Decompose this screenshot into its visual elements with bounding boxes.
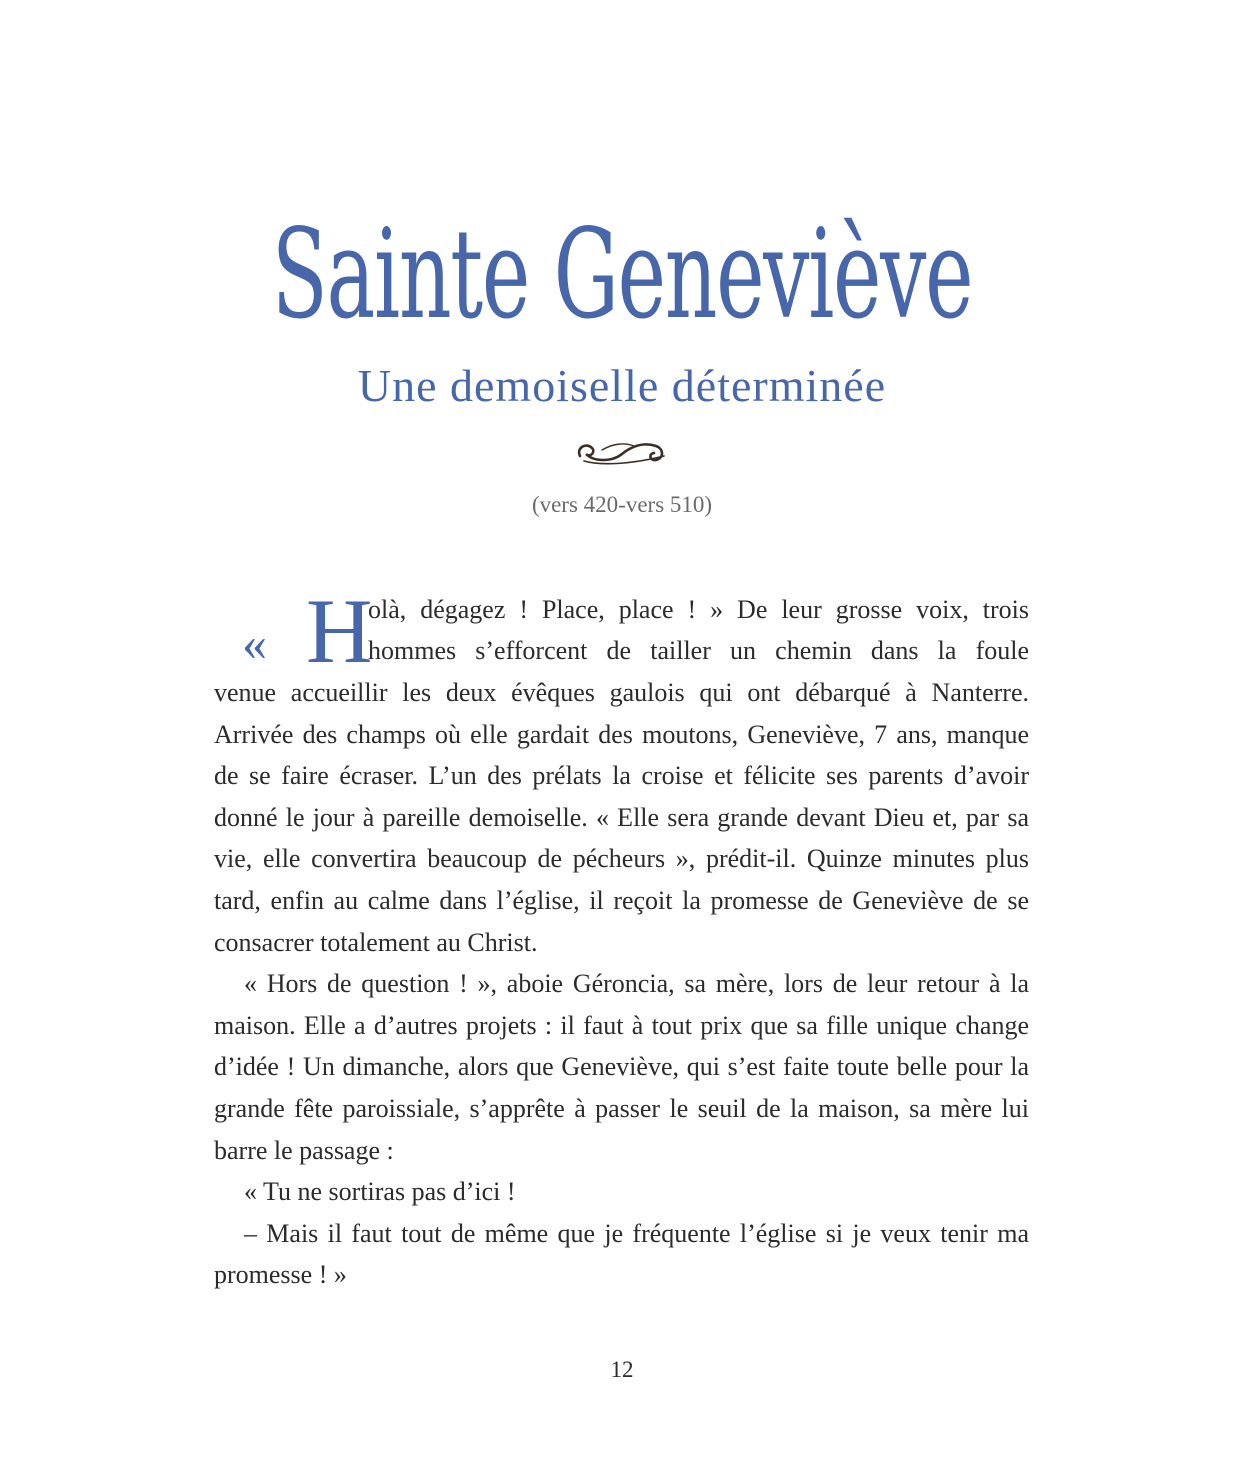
- paragraph-2: « Hors de question ! », aboie Géroncia, sa mère, lors de leur retour à la maison. Elle a d’autres projets : il faut à tout prix que sa fille unique change d’idée ! Un dimanche, alors que Geneviève, qui s’est faite toute belle pour la grande fête paroissiale, s’apprête à passer le seuil de la maison, sa mère lui barre le passage :: [214, 969, 1029, 1165]
- opening-line-2: hommes s’efforcent de tailler un chemin dans la foule: [368, 636, 1029, 665]
- life-dates: (vers 420-vers 510): [531, 492, 713, 517]
- body-text: [214, 580, 1029, 1296]
- flourish-ornament-icon: [572, 432, 672, 472]
- opening-quote: «: [242, 615, 267, 671]
- opening-line-1: olà, dégagez ! Place, place ! » De leur grosse voix, trois: [368, 595, 1029, 624]
- chapter-title: Sainte Geneviève: [271, 203, 973, 347]
- page-number: 12: [610, 1357, 634, 1382]
- paragraph-3: « Tu ne sortiras pas d’ici !: [244, 1177, 516, 1207]
- paragraph-1: venue accueillir les deux évêques gaulois qui ont débarqué à Nanterre. Arrivée des champs où elle gardait des moutons, Geneviève, 7 ans, manque de se faire écraser. L’un des prélats la croise et félicite ses parents d’avoir donné le jour à pareille demoiselle. « Elle sera grande devant Dieu et, par sa vie, elle convertira beaucoup de pécheurs », prédit-il. Quinze minutes plus tard, enfin au calme dans l’église, il reçoit la promesse de Geneviève de se consacrer totalement au Christ.: [214, 678, 1029, 957]
- opening-block: [214, 580, 1029, 682]
- drop-cap: H: [306, 580, 373, 682]
- chapter-subtitle: Une demoiselle déterminée: [357, 360, 887, 411]
- paragraph-4: – Mais il faut tout de même que je fréquente l’église si je veux tenir ma promesse ! »: [214, 1218, 1029, 1290]
